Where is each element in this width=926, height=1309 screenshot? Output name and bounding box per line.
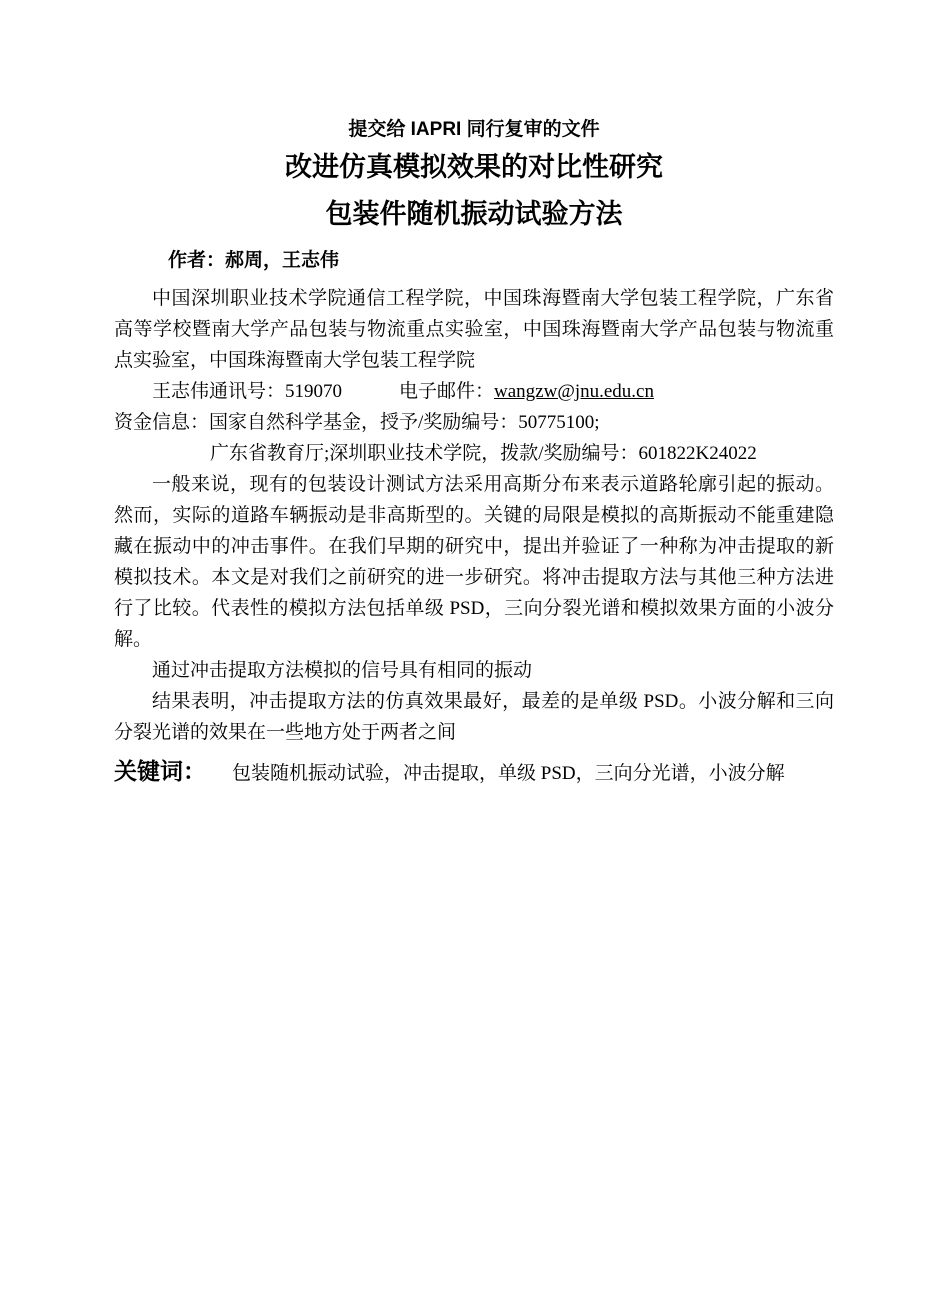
submission-note: 提交给 IAPRI 同行复审的文件 bbox=[348, 119, 600, 140]
keywords-text: 包装随机振动试验，冲击提取，单级 PSD，三向分光谱，小波分解 bbox=[232, 763, 785, 784]
funding-line-1: 资金信息：国家自然科学基金，授予/奖励编号：50775100; bbox=[114, 412, 600, 433]
abstract-paragraph-1: 一般来说，现有的包装设计测试方法采用高斯分布来表示道路轮廓引起的振动。然而，实际的道路车辆振动是非高斯型的。关键的局限是模拟的高斯振动不能重建隐藏在振动中的冲击事件。在我们早期的研究中，提出并验证了一种称为冲击提取的新模拟技术。本文是对我们之前研究的进一步研究。将冲击提取方法与其他三种方法进行了比较。代表性的模拟方法包括单级 PSD，三向分裂光谱和模拟效果方面的小波分解。 bbox=[114, 474, 834, 650]
email-link[interactable]: wangzw@jnu.edu.cn bbox=[494, 381, 654, 402]
keywords-label: 关键词： bbox=[114, 758, 206, 784]
funding-line-2: 广东省教育厅;深圳职业技术学院，拨款/奖励编号：601822K24022 bbox=[210, 443, 757, 464]
abstract-paragraph-2: 通过冲击提取方法模拟的信号具有相同的振动 bbox=[152, 660, 533, 681]
email-label: 电子邮件： bbox=[399, 381, 495, 402]
document-subtitle: 包装件随机振动试验方法 bbox=[325, 199, 623, 229]
contact-line bbox=[114, 376, 834, 407]
affiliation-paragraph: 中国深圳职业技术学院通信工程学院，中国珠海暨南大学包装工程学院，广东省高等学校暨南大学产品包装与物流重点实验室，中国珠海暨南大学产品包装与物流重点实验室，中国珠海暨南大学包装工程学院 bbox=[114, 288, 834, 371]
authors-line: 作者：郝周，王志伟 bbox=[168, 250, 340, 271]
document-title: 改进仿真模拟效果的对比性研究 bbox=[285, 152, 663, 182]
email-block bbox=[399, 381, 654, 402]
contact-number: 王志伟通讯号：519070 bbox=[152, 381, 343, 402]
abstract-paragraph-3: 结果表明，冲击提取方法的仿真效果最好，最差的是单级 PSD。小波分解和三向分裂光谱的效果在一些地方处于两者之间 bbox=[114, 691, 834, 743]
keywords-line bbox=[114, 752, 834, 793]
